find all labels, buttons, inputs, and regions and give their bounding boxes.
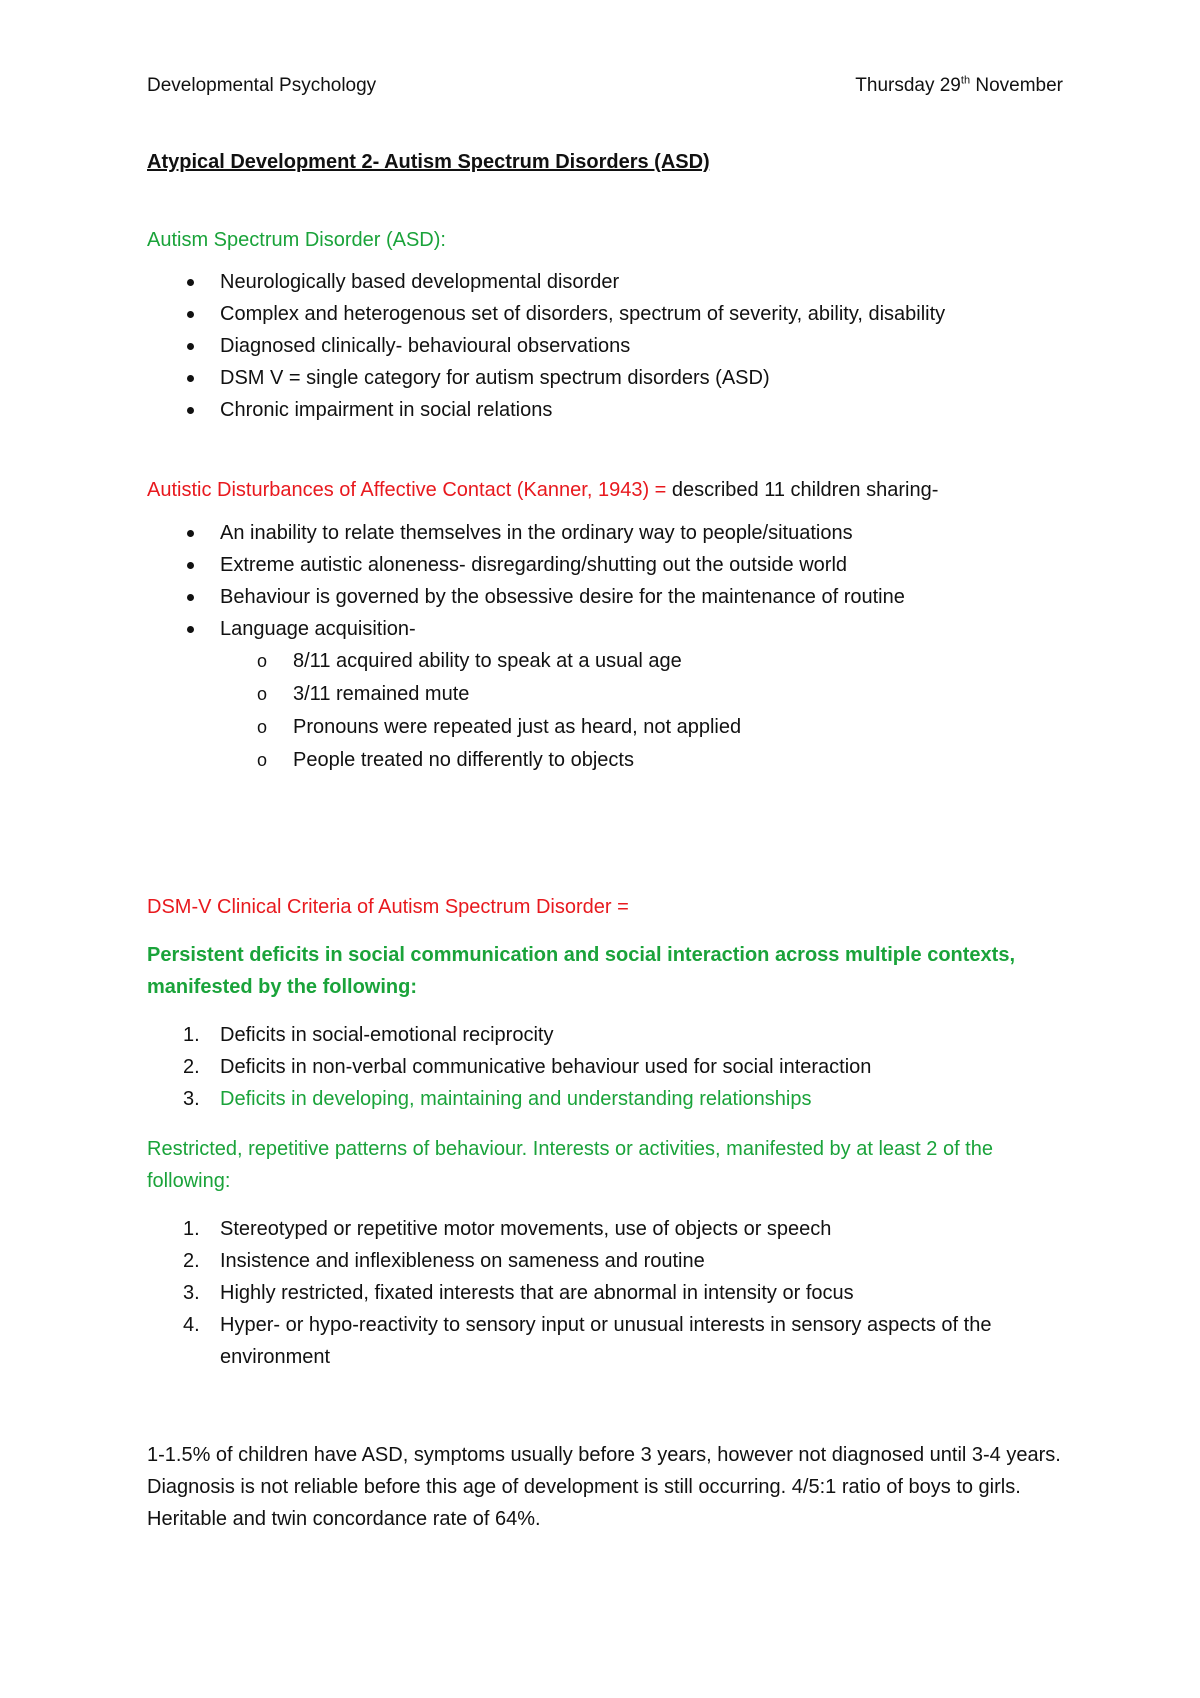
item-number: 3. [183,1088,200,1110]
numbered-item-text: Insistence and inflexibleness on sameness and routine [220,1250,705,1272]
numbered-item-text: Hyper- or hypo-reactivity to sensory input or unusual interests in sensory aspects of the environment [220,1314,992,1368]
numbered-item [147,1051,1067,1083]
header-course: Developmental Psychology [147,75,377,96]
sub-list-item [147,678,1067,711]
bullet-icon [187,530,194,537]
list-item-text: Neurologically based developmental disorder [220,271,620,293]
list-item [147,266,1067,298]
dsm-social-heading: Persistent deficits in social communication and social interaction across multiple contexts, manifested by the following: [147,944,1016,998]
bullet-icon [187,311,194,318]
list-item-text: Chronic impairment in social relations [220,399,553,421]
item-number: 1. [183,1024,200,1046]
item-number: 2. [183,1250,200,1272]
numbered-item [147,1213,1067,1245]
bullet-icon [187,375,194,382]
sub-list-item-text: Pronouns were repeated just as heard, not applied [293,716,742,738]
list-item-text: Extreme autistic aloneness- disregarding/shutting out the outside world [220,554,848,576]
asd-heading: Autism Spectrum Disorder (ASD): [147,229,446,251]
bullet-icon [187,562,194,569]
header-date [855,72,1063,100]
bullet-icon [187,343,194,350]
list-item-text: Language acquisition- [220,618,416,640]
list-item [147,362,1067,394]
sub-list-item [147,645,1067,678]
dsm-restricted-list [147,1213,1067,1373]
list-item-text: An inability to relate themselves in the ordinary way to people/situations [220,522,853,544]
list-item [147,330,1067,362]
list-item-text: Behaviour is governed by the obsessive desire for the maintenance of routine [220,586,905,608]
kanner-list-block [147,517,1067,777]
header-date-sup: th [960,74,971,87]
numbered-item [147,1083,1067,1115]
numbered-item [147,1309,1067,1373]
dsm-social-block [147,1019,1067,1115]
list-item [147,613,1067,645]
list-item [147,517,1067,549]
kanner-bullet-list [147,517,1067,645]
numbered-item-text: Deficits in developing, maintaining and understanding relationships [220,1088,812,1110]
kanner-heading-citation: Autistic Disturbances of Affective Contact (Kanner, 1943) = [147,479,672,501]
numbered-item [147,1019,1067,1051]
numbered-item-text: Stereotyped or repetitive motor movements, use of objects or speech [220,1218,832,1240]
numbered-item-text: Deficits in social-emotional reciprocity [220,1024,554,1046]
page-title: Atypical Development 2- Autism Spectrum Disorders (ASD) [147,151,710,173]
numbered-item [147,1277,1067,1309]
kanner-heading-desc: described 11 children sharing- [671,479,939,501]
list-item-text: Complex and heterogenous set of disorders, spectrum of severity, ability, disability [220,303,946,325]
item-number: 2. [183,1056,200,1078]
dsm-restricted-block [147,1213,1067,1373]
header-date-prefix: Thursday 29 [855,75,961,96]
circle-bullet-icon: o [257,651,268,671]
list-item [147,298,1067,330]
item-number: 4. [183,1314,200,1336]
dsm-restricted-heading: Restricted, repetitive patterns of behaviour. Interests or activities, manifested by at least 2 of the following: [147,1138,993,1192]
kanner-heading [147,475,938,505]
prevalence-paragraph: 1-1.5% of children have ASD, symptoms usually before 3 years, however not diagnosed until 3-4 years. Diagnosis is not reliable before this age of development is still occurring. 4/5:1 ratio of boys to girls. Heritable and twin concordance rate of 64%. [147,1444,1061,1530]
bullet-icon [187,279,194,286]
asd-bullet-list [147,266,1067,426]
item-number: 1. [183,1218,200,1240]
bullet-icon [187,407,194,414]
numbered-item-text: Highly restricted, fixated interests that are abnormal in intensity or focus [220,1282,854,1304]
sub-list-item [147,744,1067,777]
numbered-item-text: Deficits in non-verbal communicative behaviour used for social interaction [220,1056,872,1078]
numbered-item [147,1245,1067,1277]
language-sub-list [147,645,1067,777]
sub-list-item-text: People treated no differently to objects [293,749,634,771]
circle-bullet-icon: o [257,750,268,770]
list-item [147,581,1067,613]
sub-list-item [147,711,1067,744]
bullet-icon [187,626,194,633]
asd-list-block [147,266,1067,426]
circle-bullet-icon: o [257,717,268,737]
bullet-icon [187,594,194,601]
item-number: 3. [183,1282,200,1304]
list-item [147,549,1067,581]
list-item-text: DSM V = single category for autism spectrum disorders (ASD) [220,367,770,389]
sub-list-item-text: 3/11 remained mute [293,683,470,705]
header-date-suffix: November [970,75,1063,96]
list-item-text: Diagnosed clinically- behavioural observations [220,335,631,357]
list-item [147,394,1067,426]
dsm-social-list [147,1019,1067,1115]
sub-list-item-text: 8/11 acquired ability to speak at a usual age [293,650,682,672]
circle-bullet-icon: o [257,684,268,704]
dsm-heading: DSM-V Clinical Criteria of Autism Spectrum Disorder = [147,896,629,918]
